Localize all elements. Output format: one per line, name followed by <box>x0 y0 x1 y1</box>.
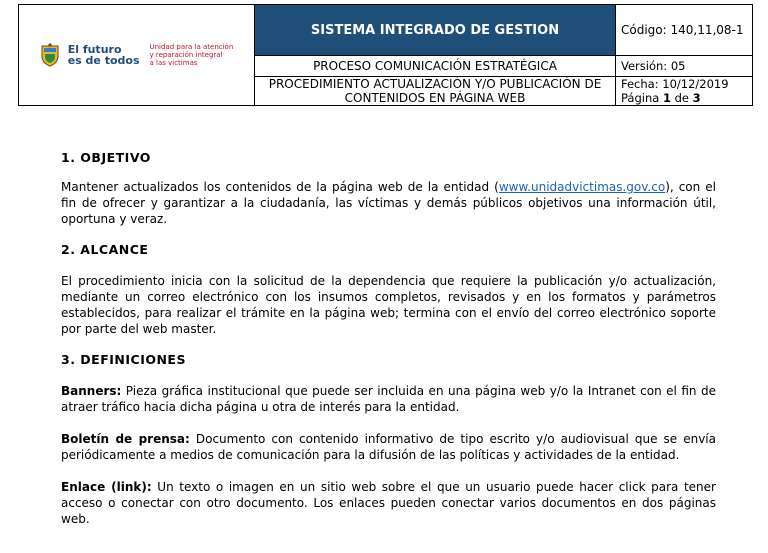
document-body <box>61 150 716 527</box>
objetivo-text-before: Mantener actualizados los contenidos de la página web de la entidad ( <box>61 180 499 194</box>
heading-objetivo: 1. OBJETIVO <box>61 150 151 165</box>
procedure-line-1: PROCEDIMIENTO ACTUALIZACIÓN Y/O PUBLICACIÓN DE <box>268 77 602 91</box>
definition-item <box>61 479 716 527</box>
definition-term: Banners: <box>61 384 122 398</box>
logo <box>19 5 254 105</box>
brand-line-2: es de todos <box>67 54 140 67</box>
page-of: de <box>674 91 689 105</box>
date-page-cell <box>616 77 753 106</box>
logo-cell <box>19 5 255 106</box>
objetivo-text-after: ), con el fin de ofrecer y garantizar a la ciudadanía, las víctimas y demás públicos objetivos una información útil, oportuna y veraz. <box>61 180 716 226</box>
definition-term: Boletín de prensa: <box>61 432 190 446</box>
website-link[interactable]: www.unidadvictimas.gov.co <box>498 180 666 194</box>
unit-line-2: y reparación integral <box>149 51 223 59</box>
page-current: 1 <box>662 91 671 105</box>
paragraph-alcance: El procedimiento inicia con la solicitud de la dependencia que requiere la publicación y/o actualización, mediante un correo electrónico con los insumos completos, revisados y en los formatos y parámetros establecidos, para realizar el trámite en la página web; termina con el envío del correo electrónico soporte por parte del web master. <box>61 274 716 336</box>
page-prefix: Página <box>621 91 660 105</box>
definition-item <box>61 383 716 415</box>
definition-text: Un texto o imagen en un sitio web sobre el que un usuario puede hacer click para tener acceso o conectar con otro documento. Los enlaces pueden conectar varios documentos en dos páginas web. <box>61 480 716 526</box>
brand-text <box>68 44 140 66</box>
heading-alcance: 2. ALCANCE <box>61 242 149 257</box>
system-title: SISTEMA INTEGRADO DE GESTION <box>255 5 616 56</box>
page-total: 3 <box>692 91 701 105</box>
document-version: Versión: 05 <box>616 56 753 77</box>
heading-definiciones: 3. DEFINICIONES <box>61 352 186 367</box>
unit-line-1: Unidad para la atención <box>149 43 234 51</box>
unit-text <box>150 43 234 67</box>
paragraph-objetivo <box>61 179 716 227</box>
procedure-line-2: CONTENIDOS EN PÁGINA WEB <box>344 91 526 105</box>
document-header-table <box>18 4 753 106</box>
definition-item <box>61 431 716 463</box>
process-name: PROCESO COMUNICACIÓN ESTRATÉGICA <box>255 56 616 77</box>
definition-text: Documento con contenido informativo de tipo escrito y/o audiovisual que se envía periódicamente a medios de comunicación para la difusión de las políticas y actividades de la entidad. <box>61 432 716 462</box>
unit-line-3: a las víctimas <box>149 59 198 67</box>
colombia-shield-icon <box>40 43 60 67</box>
document-code: Código: 140,11,08-1 <box>616 5 753 56</box>
definition-term: Enlace (link): <box>61 480 152 494</box>
procedure-name <box>255 77 616 106</box>
document-date: Fecha: 10/12/2019 <box>621 77 729 91</box>
definition-text: Pieza gráfica institucional que puede ser incluida en una página web y/o la Intranet con el fin de atraer tráfico hacia dicha página u otra de interés para la entidad. <box>61 384 716 414</box>
brand-line-1: El futuro <box>67 43 122 56</box>
page-number <box>621 91 752 105</box>
